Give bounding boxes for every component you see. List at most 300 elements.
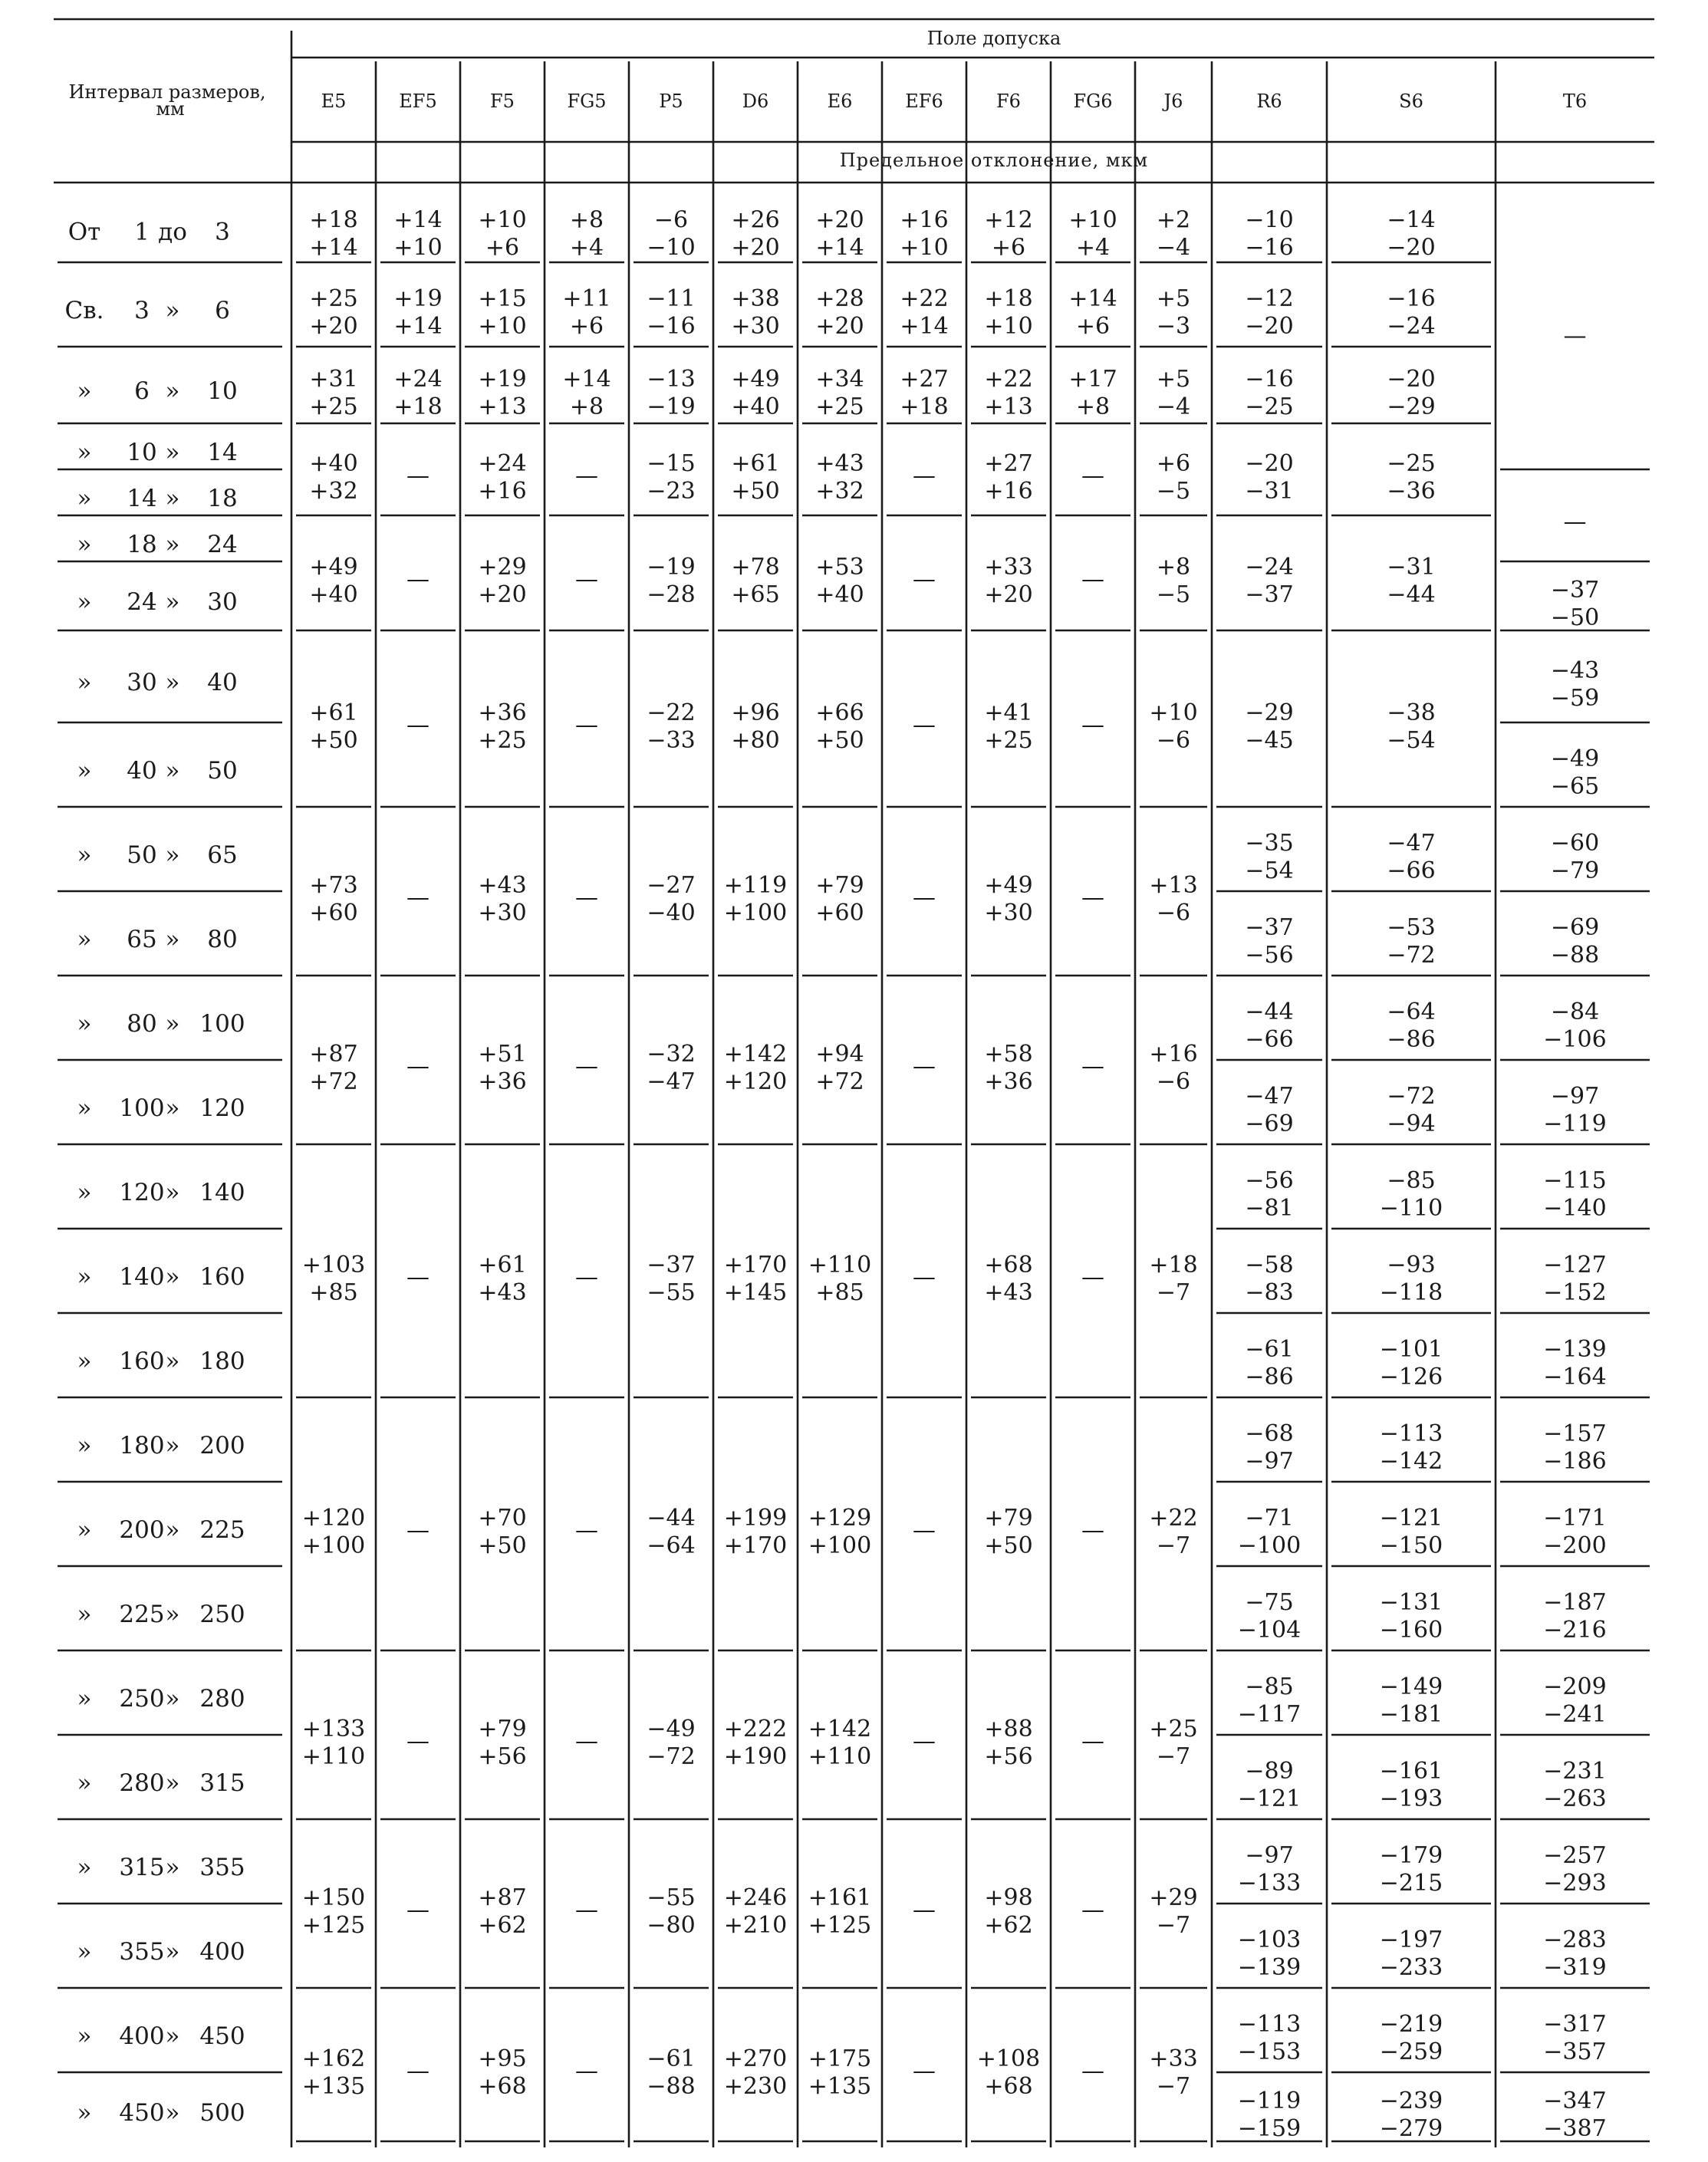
cell-fg6-lower: +6 [1075, 313, 1111, 340]
cell-t6-upper: −43 [1550, 657, 1600, 684]
cell-ef6: — [913, 1264, 936, 1291]
cell-t6-lower: −241 [1543, 1701, 1607, 1728]
column-header-p5: P5 [659, 90, 683, 112]
cell-fg6: — [1081, 1264, 1104, 1291]
cell-r6-lower: −37 [1245, 581, 1294, 608]
cell-fg5: — [575, 1517, 598, 1544]
row-label-part: 1 [134, 218, 150, 246]
cell-r6-lower: −69 [1245, 1111, 1294, 1137]
cell-f6-upper: +108 [976, 2045, 1041, 2072]
cell-j6-upper: +2 [1156, 206, 1191, 234]
cell-e6-lower: +40 [815, 581, 864, 608]
cell-f5-upper: +43 [478, 872, 527, 899]
row-label-part: » [165, 531, 180, 558]
cell-ef6-lower: +18 [900, 393, 949, 420]
row-label-part: 18 [127, 531, 157, 558]
column-header-f6: F6 [996, 90, 1021, 112]
row-label-part: 10 [127, 439, 157, 466]
column-header-fg6: FG6 [1073, 90, 1113, 112]
cell-r6-lower: −86 [1245, 1364, 1294, 1390]
cell-ef5: — [406, 566, 429, 593]
cell-s6-lower: −193 [1379, 1785, 1443, 1812]
cell-s6-lower: −259 [1379, 2039, 1443, 2065]
row-label-part: 355 [199, 1854, 245, 1881]
row-label-part: 225 [119, 1601, 165, 1628]
cell-e6-lower: +60 [815, 900, 864, 926]
cell-r6-lower: −97 [1245, 1448, 1294, 1475]
cell-s6-upper: −101 [1379, 1336, 1443, 1363]
cell-d6-lower: +230 [723, 2073, 788, 2100]
cell-s6-lower: −150 [1379, 1532, 1443, 1559]
cell-f5-lower: +25 [478, 727, 527, 754]
cell-s6-upper: −113 [1379, 1420, 1443, 1447]
cell-e6-upper: +66 [815, 699, 864, 726]
column-header-t6: T6 [1562, 90, 1588, 112]
cell-p5-upper: −15 [647, 450, 696, 477]
cell-d6-upper: +119 [723, 872, 788, 899]
cell-fg5: — [575, 712, 598, 739]
cell-e5-upper: +103 [301, 1252, 366, 1278]
cell-t6-upper: −283 [1543, 1927, 1607, 1953]
cell-e5-lower: +25 [309, 393, 358, 420]
cell-t6-upper: −115 [1543, 1167, 1607, 1194]
cell-t6-upper: −49 [1550, 745, 1600, 772]
cell-e6-lower: +32 [815, 478, 864, 505]
column-header-j6: J6 [1163, 90, 1183, 112]
cell-fg5-lower: +8 [569, 393, 604, 420]
row-label-part: » [77, 757, 92, 785]
row-label-part: 250 [199, 1601, 245, 1628]
cell-t6-lower: −216 [1543, 1617, 1607, 1644]
cell-f6-lower: +25 [984, 727, 1033, 754]
row-label-part: до [158, 218, 187, 246]
row-label-part: 100 [119, 1094, 165, 1122]
cell-j6-lower: −7 [1156, 2073, 1191, 2100]
cell-p5-lower: −64 [647, 1532, 696, 1559]
cell-r6-lower: −104 [1237, 1617, 1302, 1644]
row-label-part: » [165, 1179, 180, 1206]
cell-e6-upper: +79 [815, 872, 864, 899]
cell-d6-upper: +142 [723, 1041, 788, 1068]
cell-r6-upper: −35 [1245, 830, 1294, 857]
cell-j6-lower: −4 [1156, 393, 1191, 420]
deviation-header-title: Предельное отклонение, мкм [839, 150, 1149, 171]
cell-f6-upper: +79 [984, 1505, 1033, 1532]
cell-d6-upper: +170 [723, 1252, 788, 1278]
cell-r6-upper: −71 [1245, 1505, 1294, 1532]
cell-d6-upper: +222 [723, 1716, 788, 1742]
cell-p5-upper: −32 [647, 1041, 696, 1068]
table-values [302, 207, 1607, 2143]
cell-fg5: — [575, 2058, 598, 2085]
cell-f5-upper: +24 [478, 450, 527, 477]
cell-r6-upper: −97 [1245, 1842, 1294, 1869]
column-header-d6: D6 [742, 90, 769, 112]
cell-ef5-upper: +24 [393, 366, 443, 393]
cell-f5-upper: +61 [478, 1252, 527, 1278]
cell-d6-lower: +210 [723, 1912, 788, 1939]
row-label-part: » [165, 1769, 180, 1797]
row-label-part: 24 [127, 588, 157, 616]
row-label-part: » [77, 2022, 92, 2050]
row-label-part: » [77, 531, 92, 558]
cell-fg6: — [1081, 884, 1104, 911]
cell-s6-upper: −161 [1379, 1758, 1443, 1785]
row-label-part: » [165, 1432, 180, 1459]
cell-e6-lower: +25 [815, 393, 864, 420]
cell-d6-upper: +38 [731, 285, 780, 312]
cell-e6-lower: +100 [808, 1532, 872, 1559]
cell-ef6: — [913, 1897, 936, 1923]
row-label-part: » [165, 2099, 180, 2127]
cell-f6-upper: +49 [984, 872, 1033, 899]
cell-e6-upper: +142 [808, 1716, 872, 1742]
cell-f5-lower: +30 [478, 900, 527, 926]
cell-r6-upper: −16 [1245, 366, 1294, 393]
row-label-part: 315 [199, 1769, 245, 1797]
row-label-part: » [77, 841, 92, 869]
row-label-part: » [77, 926, 92, 953]
row-label-part: 65 [127, 926, 157, 953]
cell-t6-lower: −387 [1543, 2115, 1607, 2142]
cell-r6-lower: −100 [1237, 1532, 1302, 1559]
cell-p5-upper: −11 [647, 285, 696, 312]
cell-s6-lower: −110 [1379, 1195, 1443, 1222]
cell-j6-upper: +22 [1149, 1505, 1198, 1532]
row-label-part: » [165, 1094, 180, 1122]
row-label-part: 30 [207, 588, 238, 616]
cell-f6-upper: +41 [984, 699, 1033, 726]
cell-s6-upper: −53 [1387, 914, 1436, 941]
cell-t6-lower: −186 [1543, 1448, 1607, 1475]
cell-ef5: — [406, 462, 429, 489]
cell-e6-upper: +43 [815, 450, 864, 477]
cell-ef5: — [406, 712, 429, 739]
cell-ef6: — [913, 462, 936, 489]
cell-d6-lower: +50 [731, 478, 780, 505]
cell-r6-upper: −61 [1245, 1336, 1294, 1363]
row-label-part: » [165, 485, 180, 512]
cell-s6-upper: −20 [1387, 366, 1436, 393]
cell-fg6: — [1081, 1897, 1104, 1923]
row-label-part: » [77, 1854, 92, 1881]
cell-e6-lower: +50 [815, 727, 864, 754]
cell-fg6-upper: +17 [1068, 366, 1117, 393]
row-label-part: » [165, 841, 180, 869]
cell-p5-upper: −6 [653, 206, 689, 234]
cell-s6-lower: −36 [1387, 478, 1436, 505]
cell-s6-lower: −54 [1387, 727, 1436, 754]
cell-j6-upper: +25 [1149, 1716, 1198, 1742]
cell-t6-upper: −139 [1543, 1336, 1607, 1363]
cell-t6-lower: −263 [1543, 1785, 1607, 1812]
cell-j6-lower: −7 [1156, 1279, 1191, 1306]
row-labels [64, 219, 245, 2127]
cell-r6-upper: −89 [1245, 1758, 1294, 1785]
cell-p5-lower: −19 [647, 393, 696, 420]
cell-p5-upper: −37 [647, 1252, 696, 1278]
cell-fg5: — [575, 566, 598, 593]
cell-fg5: — [575, 1053, 598, 1080]
cell-d6-upper: +246 [723, 1884, 788, 1911]
cell-e6-lower: +85 [815, 1279, 864, 1306]
row-label-part: » [77, 2099, 92, 2127]
cell-s6-upper: −47 [1387, 830, 1436, 857]
row-label-part: » [77, 1938, 92, 1966]
cell-j6-upper: +33 [1149, 2045, 1198, 2072]
cell-ef6: — [913, 2058, 936, 2085]
cell-j6-lower: −7 [1156, 1532, 1191, 1559]
cell-s6-lower: −86 [1387, 1026, 1436, 1053]
cell-ef6: — [913, 1053, 936, 1080]
cell-e6-upper: +53 [815, 554, 864, 581]
row-label-part: 6 [134, 377, 150, 405]
cell-r6-upper: −56 [1245, 1167, 1294, 1194]
cell-f6-upper: +88 [984, 1716, 1033, 1742]
cell-e5-upper: +18 [309, 206, 358, 234]
cell-f5-upper: +10 [478, 206, 527, 234]
cell-t6-lower: −106 [1543, 1026, 1607, 1053]
row-label-part: Св. [64, 297, 104, 324]
cell-s6-upper: −239 [1379, 2088, 1443, 2114]
cell-e5-upper: +49 [309, 554, 358, 581]
cell-d6-upper: +61 [731, 450, 780, 477]
cell-t6-lower: −79 [1550, 857, 1600, 884]
row-label-part: 50 [127, 841, 157, 869]
cell-ef5: — [406, 1517, 429, 1544]
cell-f6-lower: +56 [984, 1743, 1033, 1770]
cell-f5-upper: +51 [478, 1041, 527, 1068]
row-label-part: » [165, 926, 180, 953]
field-header-title: Поле допуска [926, 28, 1061, 49]
row-label-part: 40 [207, 669, 238, 696]
cell-d6-lower: +145 [723, 1279, 788, 1306]
cell-r6-lower: −121 [1237, 1785, 1302, 1812]
cell-f5-lower: +16 [478, 478, 527, 505]
cell-fg5-upper: +8 [569, 206, 604, 234]
row-label-part: 180 [119, 1432, 165, 1459]
cell-fg6-lower: +4 [1075, 234, 1111, 262]
cell-d6-lower: +100 [723, 900, 788, 926]
cell-r6-upper: −113 [1237, 2011, 1302, 2038]
cell-t6-upper: −84 [1550, 999, 1600, 1025]
row-label-part: » [77, 1516, 92, 1544]
cell-f5-upper: +87 [478, 1884, 527, 1911]
cell-s6-upper: −179 [1379, 1842, 1443, 1869]
row-label-part: 24 [207, 531, 238, 558]
cell-fg5-upper: +11 [562, 285, 611, 312]
row-label-part: 40 [127, 757, 157, 785]
cell-j6-upper: +5 [1156, 366, 1191, 393]
cell-f6-lower: +6 [991, 234, 1026, 262]
cell-t6-lower: −200 [1543, 1532, 1607, 1559]
cell-d6-lower: +40 [731, 393, 780, 420]
cell-ef6-upper: +22 [900, 285, 949, 312]
row-label-part: 355 [119, 1938, 165, 1966]
cell-e6-lower: +125 [808, 1912, 872, 1939]
row-label-part: 50 [207, 757, 238, 785]
row-label-part: 400 [119, 2022, 165, 2050]
row-label-part: » [77, 1432, 92, 1459]
cell-p5-lower: −72 [647, 1743, 696, 1770]
cell-j6-upper: +5 [1156, 285, 1191, 312]
cell-f6-lower: +62 [984, 1912, 1033, 1939]
cell-e5-upper: +133 [301, 1716, 366, 1742]
cell-s6-upper: −64 [1387, 999, 1436, 1025]
column-header-f5: F5 [490, 90, 515, 112]
cell-j6-upper: +8 [1156, 554, 1191, 581]
cell-e5-lower: +60 [309, 900, 358, 926]
row-label-part: » [165, 588, 180, 616]
cell-e5-lower: +135 [301, 2073, 366, 2100]
row-label-part: 400 [199, 1938, 245, 1966]
cell-t6-upper: −209 [1543, 1673, 1607, 1700]
cell-p5-lower: −33 [647, 727, 696, 754]
cell-f5-upper: +70 [478, 1505, 527, 1532]
cell-e6-upper: +28 [815, 285, 864, 312]
row-label-part: » [165, 1263, 180, 1291]
cell-f5-lower: +68 [478, 2073, 527, 2100]
cell-fg6: — [1081, 1517, 1104, 1544]
cell-r6-lower: −25 [1245, 393, 1294, 420]
cell-d6-upper: +26 [731, 206, 780, 234]
cell-f5-upper: +15 [478, 285, 527, 312]
row-label-part: 3 [215, 218, 230, 246]
row-label-part: » [165, 1601, 180, 1628]
cell-ef5-lower: +10 [393, 234, 443, 262]
row-label-part: 280 [119, 1769, 165, 1797]
row-label-part: » [77, 1094, 92, 1122]
cell-s6-lower: −72 [1387, 942, 1436, 969]
cell-p5-lower: −16 [647, 313, 696, 340]
cell-t6-lower: −88 [1550, 942, 1600, 969]
cell-fg6-lower: +8 [1075, 393, 1111, 420]
cell-e6-upper: +34 [815, 366, 864, 393]
cell-t6-lower: −164 [1543, 1364, 1607, 1390]
cell-p5-upper: −49 [647, 1716, 696, 1742]
cell-r6-upper: −75 [1245, 1589, 1294, 1616]
cell-p5-upper: −55 [647, 1884, 696, 1911]
cell-d6-lower: +80 [731, 727, 780, 754]
cell-f6-upper: +18 [984, 285, 1033, 312]
cell-r6-upper: −12 [1245, 285, 1294, 312]
cell-s6-upper: −72 [1387, 1083, 1436, 1110]
cell-r6-upper: −119 [1237, 2088, 1302, 2114]
cell-e6-upper: +110 [808, 1252, 872, 1278]
cell-ef5-upper: +14 [393, 206, 443, 234]
cell-e5-upper: +162 [301, 2045, 366, 2072]
cell-e5-lower: +20 [309, 313, 358, 340]
cell-fg5: — [575, 1728, 598, 1755]
cell-e5-lower: +50 [309, 727, 358, 754]
row-label-part: » [77, 439, 92, 466]
cell-r6-lower: −81 [1245, 1195, 1294, 1222]
cell-e5-upper: +25 [309, 285, 358, 312]
cell-r6-upper: −37 [1245, 914, 1294, 941]
cell-j6-lower: −5 [1156, 581, 1191, 608]
cell-r6-lower: −31 [1245, 478, 1294, 505]
cell-t6-upper: −347 [1543, 2088, 1607, 2114]
row-label-part: » [77, 1769, 92, 1797]
cell-s6-lower: −44 [1387, 581, 1436, 608]
cell-e6-upper: +129 [808, 1505, 872, 1532]
cell-j6-lower: −6 [1156, 1068, 1191, 1095]
cell-r6-upper: −29 [1245, 699, 1294, 726]
cell-f5-upper: +19 [478, 366, 527, 393]
cell-e5-upper: +73 [309, 872, 358, 899]
cell-d6-upper: +78 [731, 554, 780, 581]
cell-r6-lower: −153 [1237, 2039, 1302, 2065]
cell-t6-upper: −69 [1550, 914, 1600, 941]
cell-t6-lower: −59 [1550, 685, 1600, 712]
cell-f6-upper: +33 [984, 554, 1033, 581]
cell-t6-upper: −97 [1550, 1083, 1600, 1110]
cell-ef5: — [406, 1264, 429, 1291]
interval-header-unit: мм [156, 98, 185, 120]
cell-p5-upper: −13 [647, 366, 696, 393]
cell-f5-upper: +36 [478, 699, 527, 726]
cell-e5-lower: +100 [301, 1532, 366, 1559]
row-label-part: 80 [207, 926, 238, 953]
cell-j6-upper: +13 [1149, 872, 1198, 899]
cell-s6-lower: −233 [1379, 1954, 1443, 1981]
cell-p5-upper: −44 [647, 1505, 696, 1532]
cell-j6-upper: +10 [1149, 699, 1198, 726]
row-label-part: 140 [119, 1263, 165, 1291]
cell-f5-upper: +79 [478, 1716, 527, 1742]
cell-t6-lower: −50 [1550, 604, 1600, 631]
row-label-part: 200 [119, 1516, 165, 1544]
row-label-part: 14 [207, 439, 238, 466]
column-header-s6: S6 [1399, 90, 1423, 112]
cell-f6-upper: +68 [984, 1252, 1033, 1278]
cell-j6-lower: −7 [1156, 1743, 1191, 1770]
row-label-part: 10 [207, 377, 238, 405]
cell-f5-lower: +6 [485, 234, 520, 262]
cell-f5-lower: +36 [478, 1068, 527, 1095]
cell-s6-lower: −181 [1379, 1701, 1443, 1728]
cell-s6-lower: −215 [1379, 1870, 1443, 1897]
row-label-part: 200 [199, 1432, 245, 1459]
row-label-part: 500 [199, 2099, 245, 2127]
cell-fg6-upper: +10 [1068, 206, 1117, 234]
cell-s6-upper: −131 [1379, 1589, 1443, 1616]
column-header-r6: R6 [1256, 90, 1282, 112]
cell-s6-upper: −197 [1379, 1927, 1443, 1953]
cell-fg6: — [1081, 1053, 1104, 1080]
cell-f5-lower: +62 [478, 1912, 527, 1939]
cell-r6-lower: −56 [1245, 942, 1294, 969]
cell-s6-upper: −25 [1387, 450, 1436, 477]
cell-f6-lower: +68 [984, 2073, 1033, 2100]
cell-e6-lower: +110 [808, 1743, 872, 1770]
cell-t6-upper: −37 [1550, 577, 1600, 604]
row-label-part: 65 [207, 841, 238, 869]
row-label-part: » [77, 1263, 92, 1291]
row-label-part: » [77, 377, 92, 405]
cell-f6-upper: +22 [984, 366, 1033, 393]
cell-t6-upper: −127 [1543, 1252, 1607, 1278]
cell-j6-upper: +29 [1149, 1884, 1198, 1911]
cell-t6: — [1563, 508, 1587, 535]
row-label-part: » [165, 1854, 180, 1881]
cell-t6: — [1563, 322, 1587, 350]
cell-s6-lower: −66 [1387, 857, 1436, 884]
row-label-part: От [67, 218, 101, 246]
row-label-part: » [77, 588, 92, 616]
cell-e5-upper: +40 [309, 450, 358, 477]
cell-r6-lower: −83 [1245, 1279, 1294, 1306]
